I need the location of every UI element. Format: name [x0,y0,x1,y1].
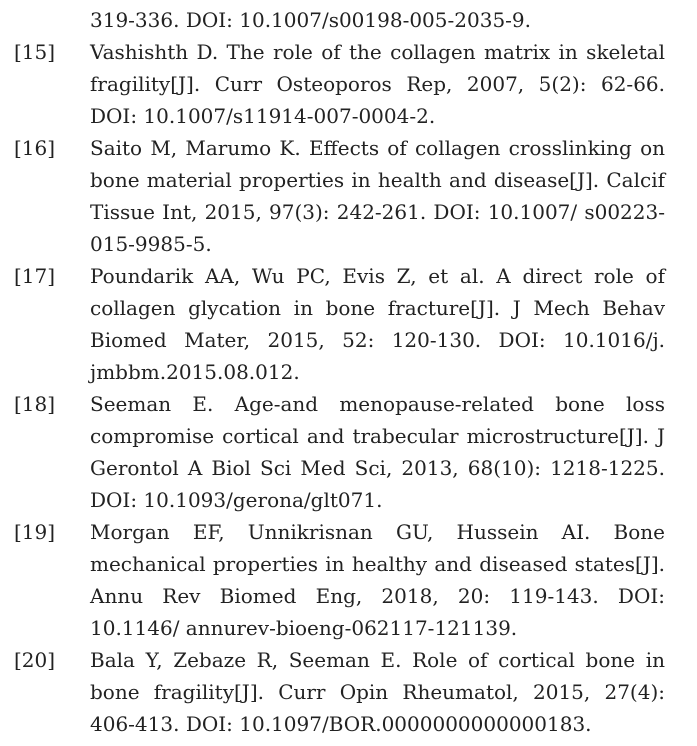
reference-text: Poundarik AA, Wu PC, Evis Z, et al. A direct role of collagen glycation in bone fracture[J]. J Mech Behav Biomed Mater, 2015, 52: 120-130. DOI: 10.1016/j. jmbbm.2015.08.012. [90,264,665,384]
reference-text: Vashishth D. The role of the collagen matrix in skeletal fragility[J]. Curr Osteoporos Rep, 2007, 5(2): 62-66. DOI: 10.1007/s11914-007-0004-2. [90,40,665,128]
reference-continuation: 319-336. DOI: 10.1007/s00198-005-2035-9. [90,8,532,32]
reference-number: [20] [14,648,56,672]
reference-text: Morgan EF, Unnikrisnan GU, Hussein AI. Bone mechanical properties in healthy and diseased states[J]. Annu Rev Biomed Eng, 2018, 20: 119-143. DOI: 10.1146/ annurev-bioeng-062117-121139. [90,520,665,640]
reference-item [0,516,697,644]
reference-item [0,644,697,740]
reference-number: [17] [14,264,56,288]
reference-text: Bala Y, Zebaze R, Seeman E. Role of cortical bone in bone fragility[J]. Curr Opin Rheumatol, 2015, 27(4): 406-413. DOI: 10.1097/BOR.0000000000000183. [90,648,665,736]
reference-item [0,260,697,388]
reference-item [0,36,697,132]
reference-number: [16] [14,136,56,160]
reference-number: [19] [14,520,56,544]
reference-item [0,132,697,260]
reference-text: Seeman E. Age-and menopause-related bone loss compromise cortical and trabecular microstructure[J]. J Gerontol A Biol Sci Med Sci, 2013, 68(10): 1218-1225. DOI: 10.1093/gerona/glt071. [90,392,665,512]
reference-text: Saito M, Marumo K. Effects of collagen crosslinking on bone material properties in health and disease[J]. Calcif Tissue Int, 2015, 97(3): 242-261. DOI: 10.1007/ s00223-015-9985-5. [90,136,665,256]
reference-list [0,36,697,740]
reference-number: [15] [14,40,56,64]
reference-item [0,388,697,516]
reference-number: [18] [14,392,56,416]
